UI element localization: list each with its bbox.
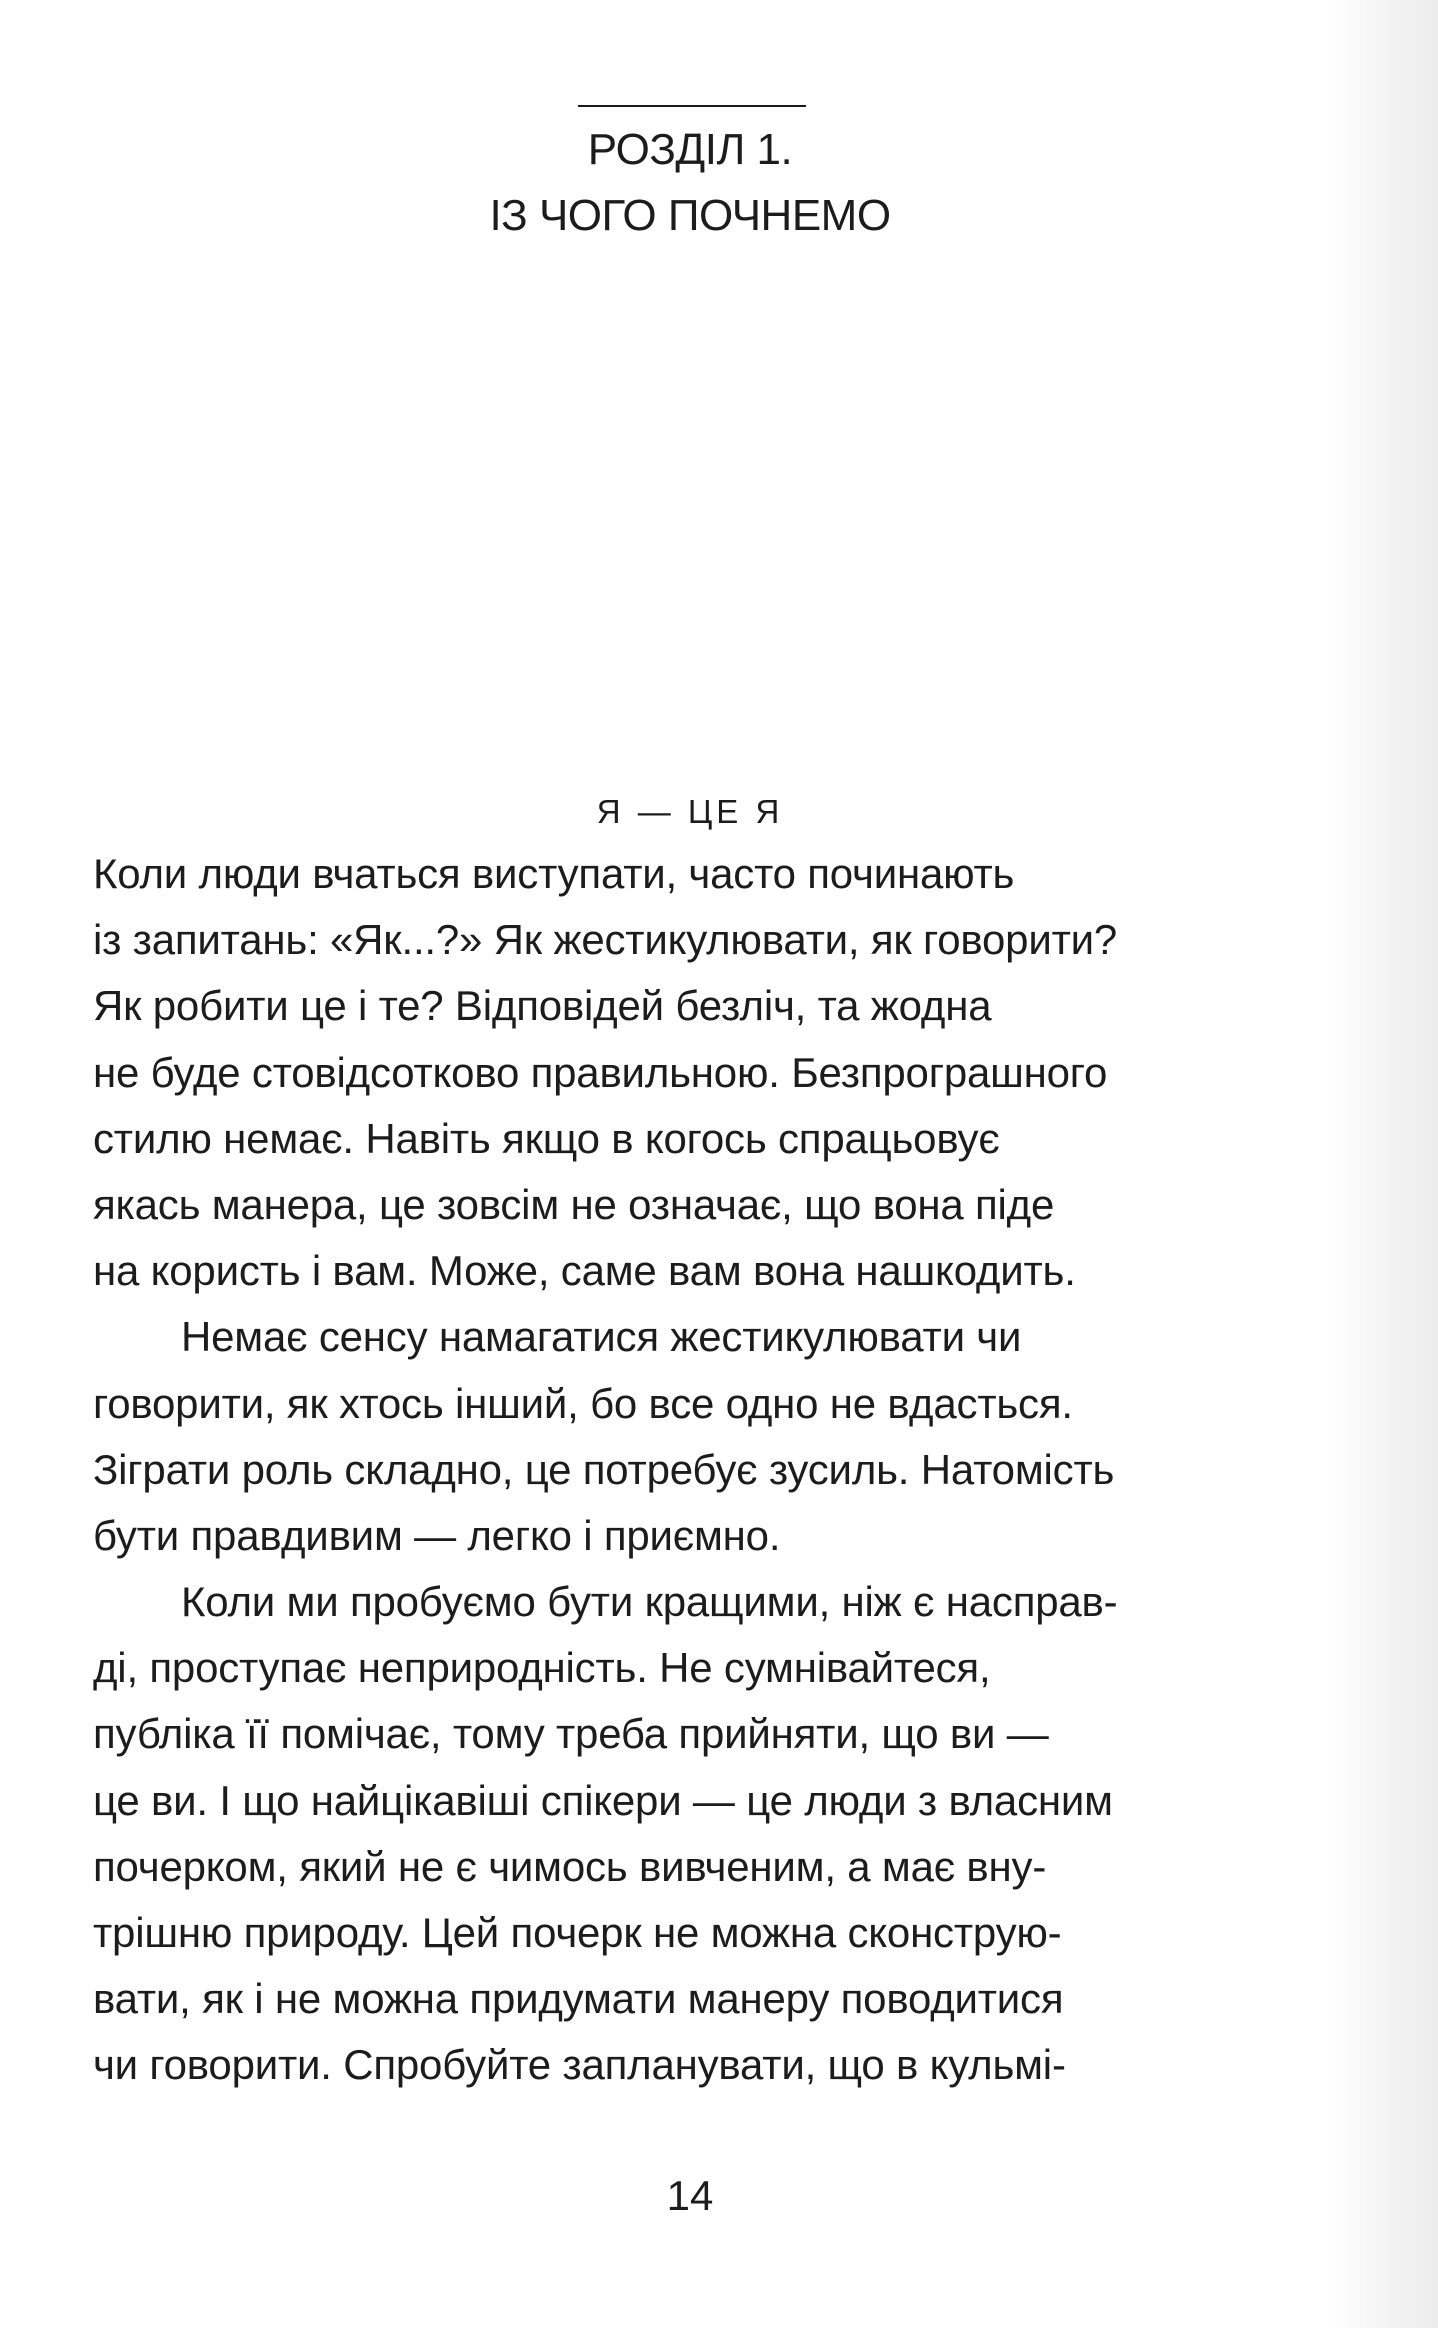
page-number: 14	[666, 2172, 714, 2219]
body-line-paragraph-start: Немає сенсу намагатися жестикулювати чи	[181, 1313, 1022, 1361]
body-line: стилю немає. Навіть якщо в когось спрацьовує	[93, 1114, 1000, 1162]
chapter-number: РОЗДІЛ 1.	[587, 125, 793, 174]
body-line: трішню природу. Цей почерк не можна сконструю-	[93, 1909, 1062, 1956]
body-line: Як робити це і те? Відповідей безліч, та жодна	[93, 982, 992, 1030]
body-text	[93, 841, 1293, 2099]
chapter-rule	[578, 105, 806, 107]
body-line: бути правдивим — легко і приємно.	[93, 1511, 781, 1559]
body-line: Коли люди вчаться виступати, часто починають	[93, 850, 1015, 897]
body-line: ді, проступає неприродність. Не сумнівайтеся,	[93, 1644, 991, 1692]
body-line: це ви. І що найцікавіші спікери — це люди з власним	[93, 1776, 1113, 1824]
page-edge-shadow	[1328, 0, 1438, 2328]
body-line: почерком, який не є чимось вивченим, а має вну-	[93, 1842, 1047, 1890]
body-line: публіка її помічає, тому треба прийняти, що ви —	[93, 1710, 1049, 1758]
body-line: не буде стовідсотково правильною. Безпрограшного	[93, 1048, 1108, 1096]
body-line: чи говорити. Спробуйте запланувати, що в кульмі-	[93, 2041, 1066, 2089]
body-line: говорити, як хтось інший, бо все одно не вдасться.	[93, 1379, 1073, 1427]
body-line: із запитань: «Як...?» Як жестикулювати, як говорити?	[93, 916, 1118, 964]
body-line: вати, як і не можна придумати манеру поводитися	[93, 1975, 1064, 2023]
body-line: на користь і вам. Може, саме вам вона нашкодить.	[93, 1247, 1076, 1295]
body-line-paragraph-start: Коли ми пробуємо бути кращими, ніж є насправ-	[181, 1578, 1118, 1626]
body-line: Зіграти роль складно, це потребує зусиль. Натомість	[93, 1445, 1115, 1493]
body-line: якась манера, це зовсім не означає, що вона піде	[93, 1180, 1055, 1228]
section-heading: Я — ЦЕ Я	[596, 793, 784, 830]
chapter-title: ІЗ ЧОГО ПОЧНЕМО	[489, 191, 891, 240]
